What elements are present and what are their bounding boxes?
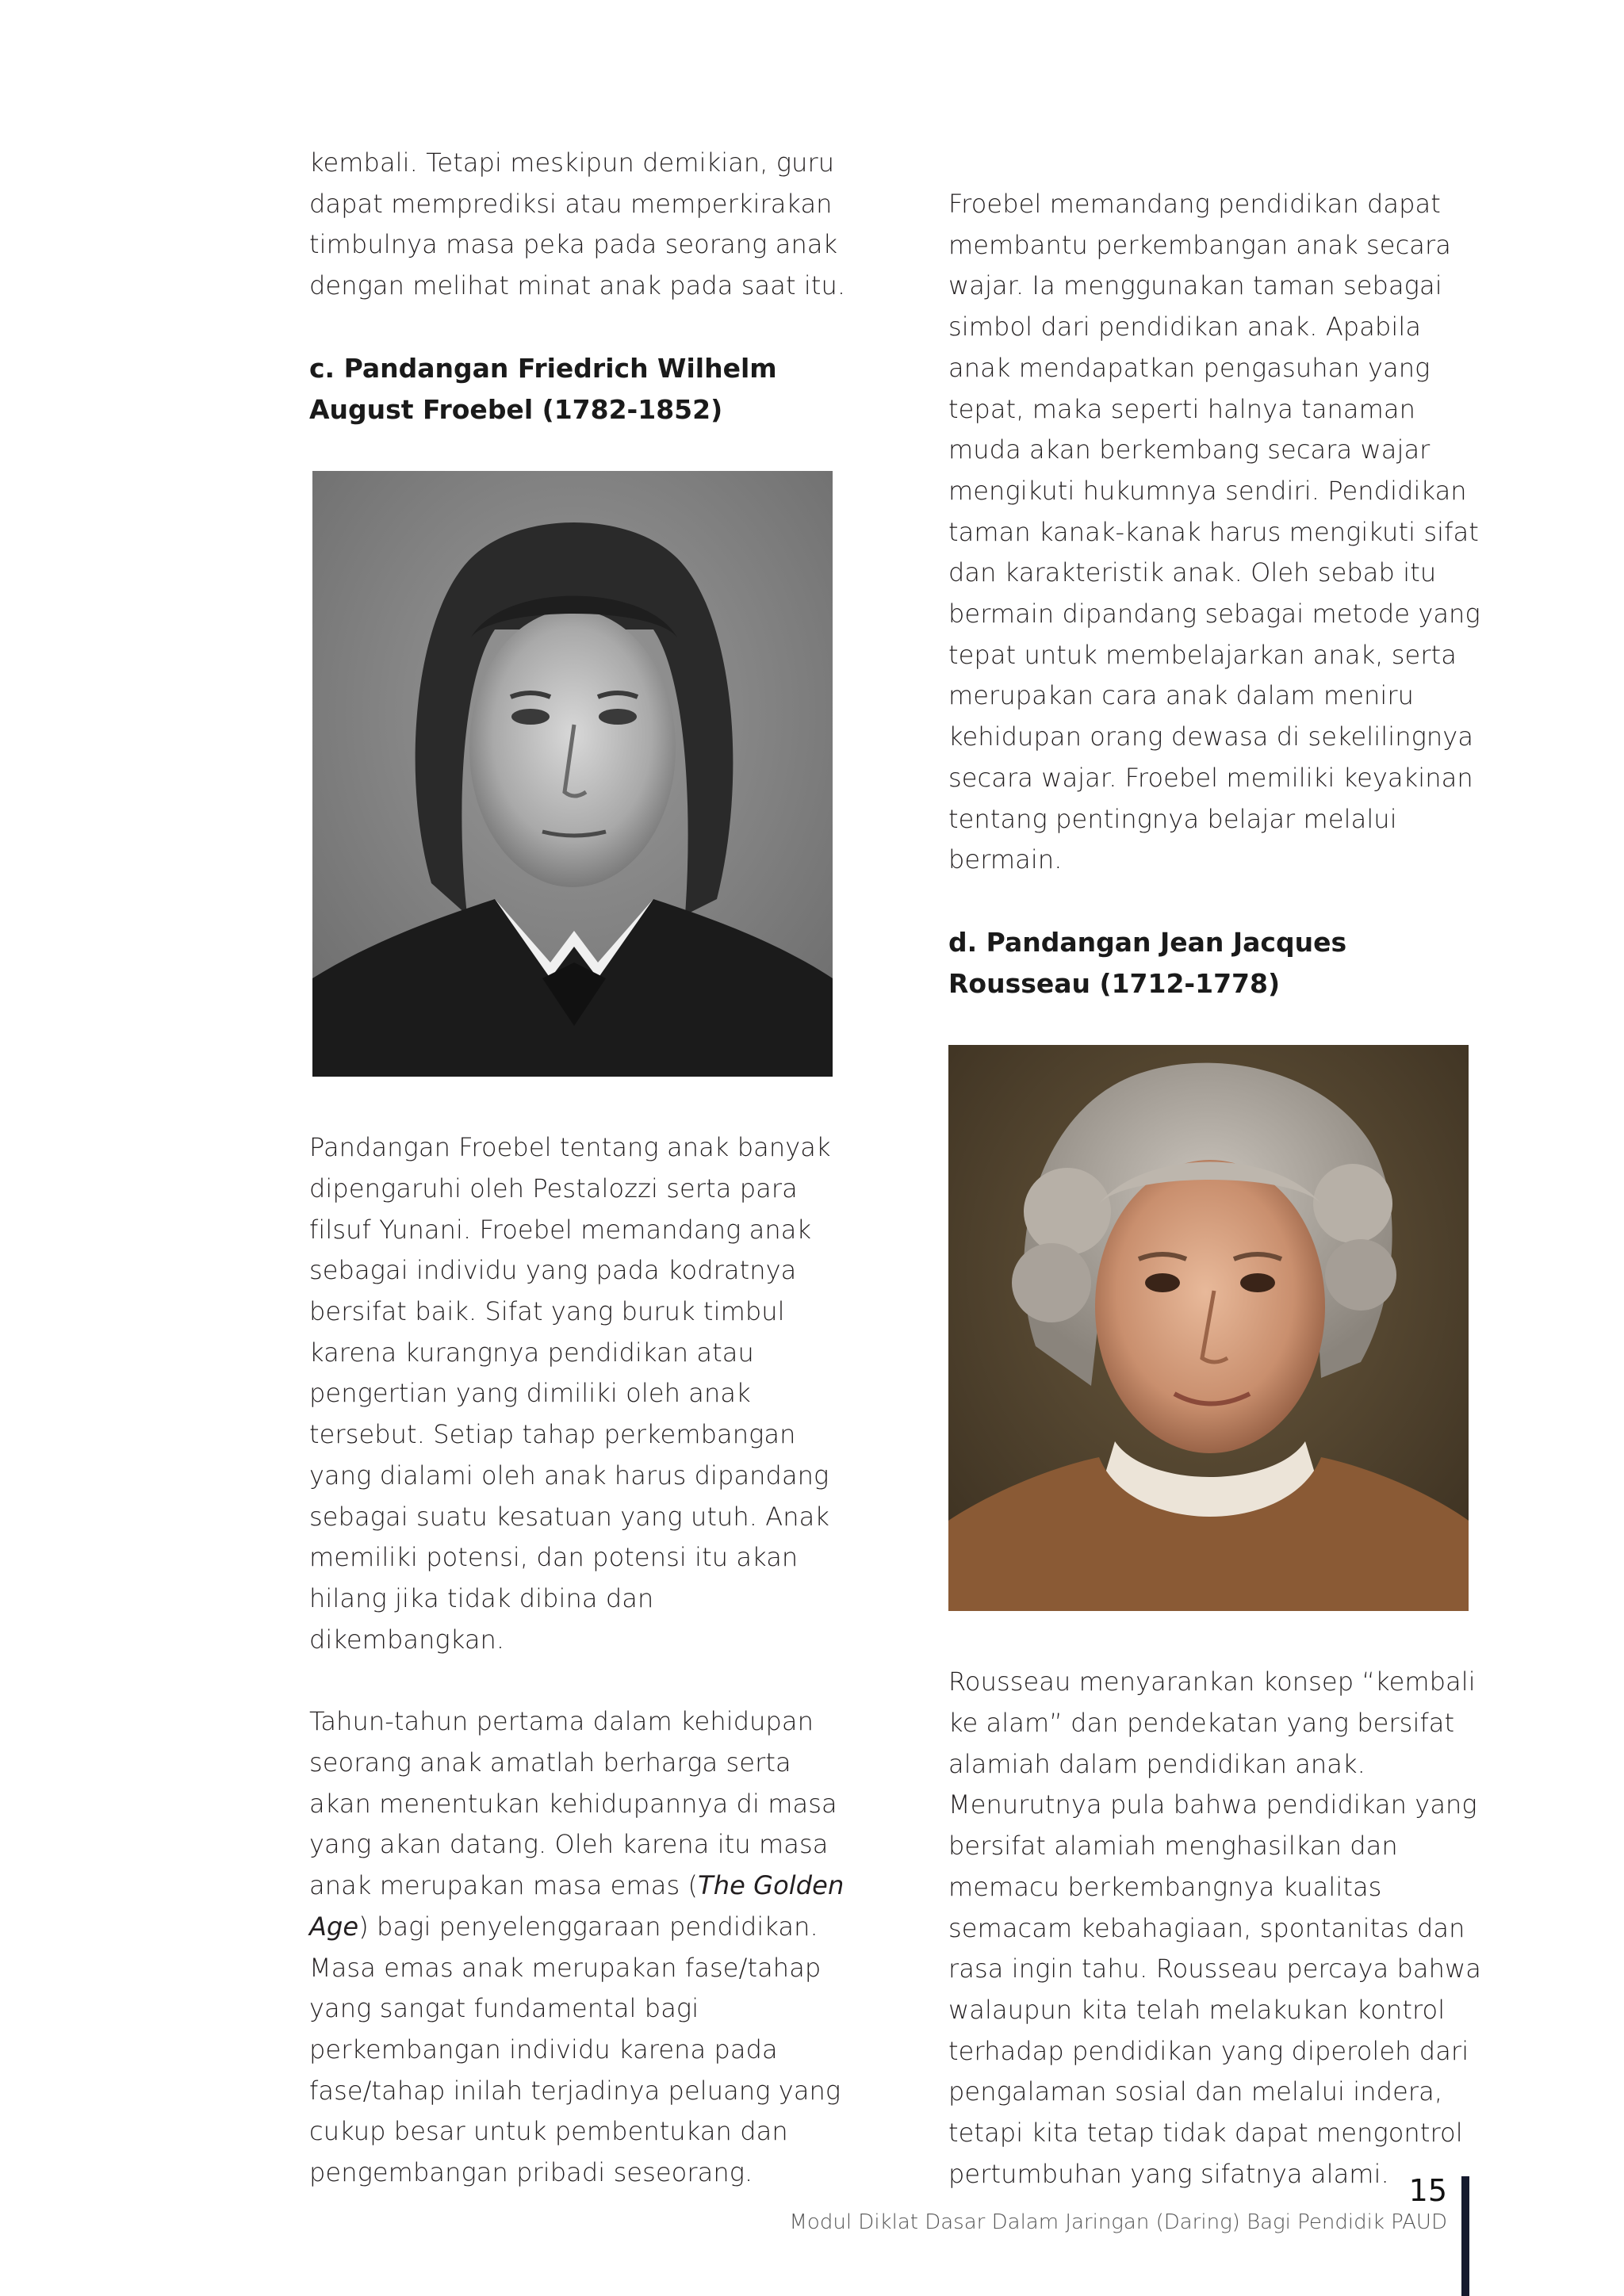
froebel-portrait	[312, 471, 833, 1077]
froebel-paragraph-1: Pandangan Froebel tentang anak banyak dipengaruhi oleh Pestalozzi serta para filsuf Yunani. Froebel memandang anak sebagai individu yang pada kodratnya bersifat baik. Sifat yang buruk timbul karena kurangnya pendidikan atau pengertian yang dimiliki oleh anak tersebut. Setiap tahap perkembangan yang dialami oleh anak harus dipandang sebagai suatu kesatuan yang utuh. Anak memiliki potensi, dan potensi itu akan hilang jika tidak dibina dan dikembangkan.	[309, 1132, 831, 1655]
froebel-heading: c. Pandangan Friedrich Wilhelm August Froebel (1782-1852)	[309, 352, 777, 425]
froebel-paragraph-2: Froebel memandang pendidikan dapat membantu perkembangan anak secara wajar. Ia menggunakan taman sebagai simbol dari pendidikan anak. Apabila anak mendapatkan pengasuhan yang tepat, maka seperti halnya tanaman muda akan berkembang secara wajar mengikuti hukumnya sendiri. Pendidikan taman kanak-kanak harus mengikuti sifat dan karakteristik anak. Oleh sebab itu bermain dipandang sebagai metode yang tepat untuk membelajarkan anak, serta merupakan cara anak dalam meniru kehidupan orang dewasa di sekelilingnya secara wajar. Froebel memiliki keyakinan tentang pentingnya belajar melalui bermain.	[948, 189, 1480, 875]
intro-paragraph: kembali. Tetapi meskipun demikian, guru dapat memprediksi atau memperkirakan timbulnya masa peka pada seorang anak dengan melihat minat anak pada saat itu.	[309, 147, 846, 301]
rousseau-paragraph: Rousseau menyarankan konsep “kembali ke alam” dan pendekatan yang bersifat alamiah dalam pendidikan anak. Menurutnya pula bahwa pendidikan yang bersifat alamiah menghasilkan dan memacu berkembangnya kualitas semacam kebahagiaan, spontanitas dan rasa ingin tahu. Rousseau percaya bahwa walaupun kita telah melakukan kontrol terhadap pendidikan yang diperoleh dari pengalaman sosial dan melalui indera, tetapi kita tetap tidak dapat mengontrol pertumbuhan yang sifatnya alami.	[948, 1667, 1482, 2189]
golden-age-paragraph	[309, 1701, 848, 2193]
page-footer	[790, 2172, 1448, 2236]
golden-age-italic: The Golden Age	[309, 1870, 845, 1942]
rousseau-heading: d. Pandangan Jean Jacques Rousseau (1712-1778)	[948, 926, 1347, 999]
golden-age-text-end: ) bagi penyelenggaraan pendidikan. Masa emas anak merupakan fase/tahap yang sangat fundamental bagi perkembangan individu karena pada fase/tahap inilah terjadinya peluang yang cukup besar untuk pembentukan dan pengembangan pribadi seseorang.	[309, 1911, 841, 2188]
right-column	[948, 184, 1488, 2195]
rousseau-portrait	[948, 1045, 1469, 1611]
footer-bar	[1461, 2176, 1469, 2296]
page-number: 15	[1408, 2173, 1447, 2208]
left-column	[309, 143, 848, 2194]
module-title: Modul Diklat Dasar Dalam Jaringan (Daring) Bagi Pendidik PAUD	[789, 2210, 1447, 2234]
golden-age-text-start: Tahun-tahun pertama dalam kehidupan seorang anak amatlah berharga serta akan menentukan kehidupannya di masa yang akan datang. Oleh karena itu masa anak merupakan masa emas (	[309, 1706, 837, 1901]
